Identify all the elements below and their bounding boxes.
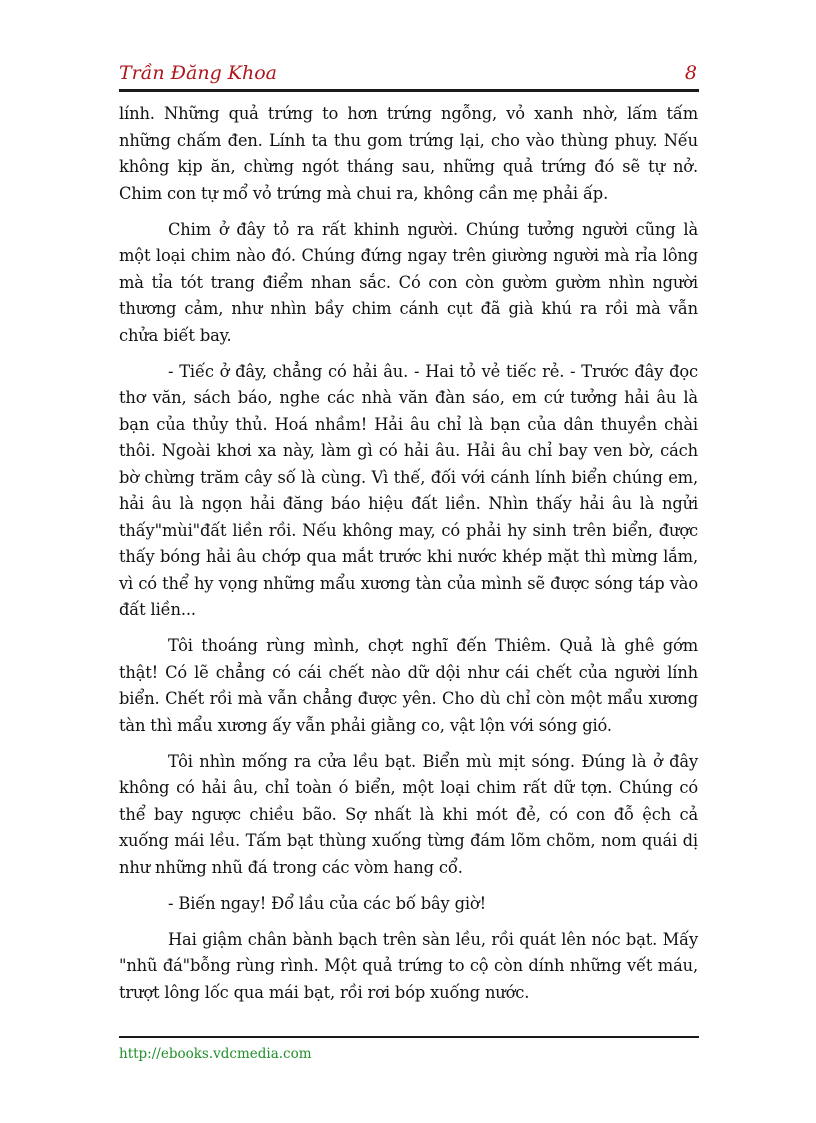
paragraph: lính. Những quả trứng to hơn trứng ngỗng, vỏ xanh nhờ, lấm tấm những chấm đen. Lính ta thu gom trứng lại, cho vào thùng phuy. Nếu không kịp ăn, chừng ngót tháng sau, những quả trứng đó sẽ tự nở. Chim con tự mổ vỏ trứng mà chui ra, không cần mẹ phải ấp. bbox=[119, 104, 698, 203]
page-header bbox=[119, 60, 699, 92]
body-text bbox=[119, 101, 698, 1016]
paragraph: - Biến ngay! Đổ lầu của các bố bây giờ! bbox=[168, 893, 486, 913]
header-page-number: 8 bbox=[684, 62, 697, 84]
footer-divider bbox=[119, 1036, 699, 1038]
footer-website-link[interactable]: http://ebooks.vdcmedia.com bbox=[119, 1046, 312, 1062]
paragraph: - Tiếc ở đây, chẳng có hải âu. - Hai tỏ vẻ tiếc rẻ. - Trước đây đọc thơ văn, sách báo, nghe các nhà văn đàn sáo, em cứ tưởng hải âu là bạn của thủy thủ. Hoá nhầm! Hải âu chỉ là bạn của dân thuyền chài thôi. Ngoài khơi xa này, làm gì có hải âu. Hải âu chỉ bay ven bờ, cách bờ chừng trăm cây số là cùng. Vì thế, đối với cánh lính biển chúng em, hải âu là ngọn hải đăng báo hiệu đất liền. Nhìn thấy hải âu là ngửi thấy"mùi"đất liền rồi. Nếu không may, có phải hy sinh trên biển, được thấy bóng hải âu chớp qua mắt trước khi nước khép mặt thì mừng lắm, vì có thể hy vọng những mẩu xương tàn của mình sẽ được sóng táp vào đất liền... bbox=[119, 361, 698, 619]
paragraph: Chim ở đây tỏ ra rất khinh người. Chúng tưởng người cũng là một loại chim nào đó. Chúng đứng ngay trên giường người mà rỉa lông mà tỉa tót trang điểm nhan sắc. Có con còn gườm gườm nhìn người thương cảm, như nhìn bầy chim cánh cụt đã già khú ra rồi mà vẫn chửa biết bay. bbox=[119, 219, 698, 345]
paragraph: Tôi nhìn mống ra cửa lều bạt. Biển mù mịt sóng. Đúng là ở đây không có hải âu, chỉ toàn ó biển, một loại chim rất dữ tợn. Chúng có thể bay ngược chiều bão. Sợ nhất là khi mót đẻ, có con đỗ ệch cả xuống mái lều. Tấm bạt thùng xuống từng đám lõm chõm, nom quái dị như những nhũ đá trong các vòm hang cổ. bbox=[119, 751, 698, 877]
paragraph: Tôi thoáng rùng mình, chợt nghĩ đến Thiêm. Quả là ghê gớm thật! Có lẽ chẳng có cái chết nào dữ dội như cái chết của người lính biển. Chết rồi mà vẫn chẳng được yên. Cho dù chỉ còn một mẩu xương tàn thì mẩu xương ấy vẫn phải giằng co, vật lộn với sóng gió. bbox=[119, 636, 698, 735]
header-divider bbox=[119, 89, 699, 92]
header-author: Trần Đăng Khoa bbox=[119, 62, 277, 84]
paragraph: Hai giậm chân bành bạch trên sàn lều, rồi quát lên nóc bạt. Mấy "nhũ đá"bỗng rùng rình. Một quả trứng to cộ còn dính những vết máu, trượt lông lốc qua mái bạt, rồi rơi bóp xuống nước. bbox=[119, 929, 698, 1002]
